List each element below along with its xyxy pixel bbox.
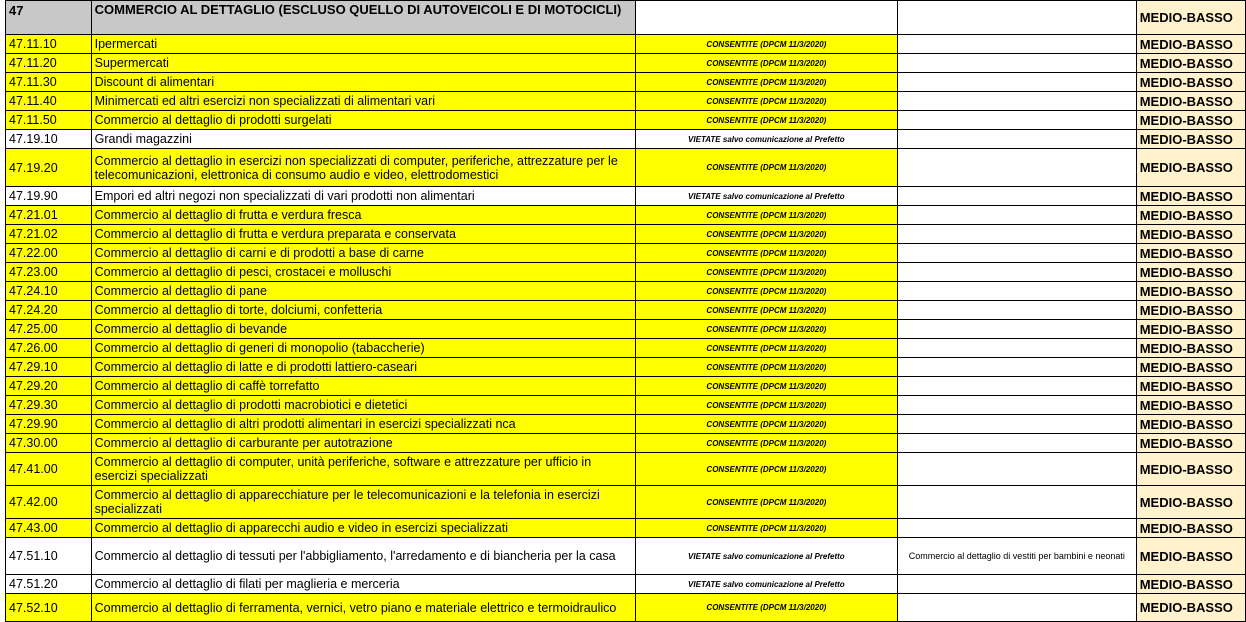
risk-level: MEDIO-BASSO (1136, 434, 1245, 453)
activity-code: 47.30.00 (6, 434, 92, 453)
activity-notes (897, 575, 1136, 594)
table-row (6, 594, 1246, 622)
activity-notes (897, 594, 1136, 622)
table-row (6, 130, 1246, 149)
table-row (6, 54, 1246, 73)
risk-level: MEDIO-BASSO (1136, 519, 1245, 538)
activity-code: 47.21.02 (6, 225, 92, 244)
activity-description: Commercio al dettaglio di filati per maglieria e merceria (91, 575, 635, 594)
activity-status: CONSENTITE (DPCM 11/3/2020) (635, 225, 897, 244)
risk-level: MEDIO-BASSO (1136, 282, 1245, 301)
table-row (6, 244, 1246, 263)
table-row (6, 453, 1246, 486)
activity-code: 47.41.00 (6, 453, 92, 486)
activity-code: 47.43.00 (6, 519, 92, 538)
activity-notes (897, 73, 1136, 92)
table-row (6, 538, 1246, 575)
table-row (6, 92, 1246, 111)
activity-status: CONSENTITE (DPCM 11/3/2020) (635, 377, 897, 396)
activity-code: 47.42.00 (6, 486, 92, 519)
activity-status: CONSENTITE (DPCM 11/3/2020) (635, 486, 897, 519)
table-row (6, 486, 1246, 519)
header-row (6, 1, 1246, 35)
activity-description: Commercio al dettaglio di apparecchiature per le telecomunicazioni e la telefonia in esercizi specializzati (91, 486, 635, 519)
activity-code: 47.24.20 (6, 301, 92, 320)
risk-level: MEDIO-BASSO (1136, 339, 1245, 358)
risk-level: MEDIO-BASSO (1136, 594, 1245, 622)
table-row (6, 415, 1246, 434)
header-notes-cell (897, 1, 1136, 35)
activity-notes (897, 149, 1136, 187)
activity-description: Commercio al dettaglio di caffè torrefatto (91, 377, 635, 396)
table-row (6, 206, 1246, 225)
activity-notes (897, 111, 1136, 130)
activity-notes (897, 54, 1136, 73)
risk-level: MEDIO-BASSO (1136, 263, 1245, 282)
risk-level: MEDIO-BASSO (1136, 453, 1245, 486)
risk-level: MEDIO-BASSO (1136, 320, 1245, 339)
activity-code: 47.11.40 (6, 92, 92, 111)
risk-level: MEDIO-BASSO (1136, 35, 1245, 54)
activity-code: 47.22.00 (6, 244, 92, 263)
activity-description: Commercio al dettaglio di pesci, crostacei e molluschi (91, 263, 635, 282)
activity-code: 47.51.20 (6, 575, 92, 594)
activity-description: Commercio al dettaglio di carni e di prodotti a base di carne (91, 244, 635, 263)
risk-level: MEDIO-BASSO (1136, 377, 1245, 396)
activity-description: Commercio al dettaglio di latte e di prodotti lattiero-caseari (91, 358, 635, 377)
activity-code: 47.52.10 (6, 594, 92, 622)
table-row (6, 519, 1246, 538)
activity-code: 47.23.00 (6, 263, 92, 282)
activity-description: Ipermercati (91, 35, 635, 54)
header-status-cell (635, 1, 897, 35)
activity-status: CONSENTITE (DPCM 11/3/2020) (635, 54, 897, 73)
activity-status: CONSENTITE (DPCM 11/3/2020) (635, 434, 897, 453)
activity-notes (897, 339, 1136, 358)
activity-status: CONSENTITE (DPCM 11/3/2020) (635, 244, 897, 263)
header-risk: MEDIO-BASSO (1136, 1, 1245, 35)
table-body (6, 1, 1246, 622)
activity-status: CONSENTITE (DPCM 11/3/2020) (635, 149, 897, 187)
activity-status: CONSENTITE (DPCM 11/3/2020) (635, 206, 897, 225)
activity-status: VIETATE salvo comunicazione al Prefetto (635, 187, 897, 206)
table-row (6, 225, 1246, 244)
header-description: COMMERCIO AL DETTAGLIO (ESCLUSO QUELLO DI AUTOVEICOLI E DI MOTOCICLI) (91, 1, 635, 35)
table-row (6, 396, 1246, 415)
activity-notes (897, 320, 1136, 339)
table-row (6, 187, 1246, 206)
activity-notes (897, 263, 1136, 282)
activity-status: CONSENTITE (DPCM 11/3/2020) (635, 92, 897, 111)
table-row (6, 575, 1246, 594)
activity-description: Minimercati ed altri esercizi non specializzati di alimentari vari (91, 92, 635, 111)
activity-notes (897, 206, 1136, 225)
activity-description: Discount di alimentari (91, 73, 635, 92)
activity-code: 47.19.10 (6, 130, 92, 149)
activity-description: Commercio al dettaglio di altri prodotti alimentari in esercizi specializzati nca (91, 415, 635, 434)
activity-notes (897, 415, 1136, 434)
activity-description: Commercio al dettaglio di apparecchi audio e video in esercizi specializzati (91, 519, 635, 538)
activity-code: 47.26.00 (6, 339, 92, 358)
table-row (6, 339, 1246, 358)
activity-description: Commercio al dettaglio di bevande (91, 320, 635, 339)
risk-level: MEDIO-BASSO (1136, 54, 1245, 73)
risk-level: MEDIO-BASSO (1136, 301, 1245, 320)
activity-notes (897, 301, 1136, 320)
activity-description: Commercio al dettaglio di tessuti per l'abbigliamento, l'arredamento e di biancheria per la casa (91, 538, 635, 575)
activity-notes (897, 358, 1136, 377)
activity-code: 47.19.90 (6, 187, 92, 206)
activity-code: 47.29.30 (6, 396, 92, 415)
activity-status: CONSENTITE (DPCM 11/3/2020) (635, 339, 897, 358)
risk-level: MEDIO-BASSO (1136, 130, 1245, 149)
activity-notes (897, 92, 1136, 111)
activity-code: 47.29.20 (6, 377, 92, 396)
activity-status: CONSENTITE (DPCM 11/3/2020) (635, 358, 897, 377)
table-row (6, 263, 1246, 282)
activity-notes (897, 35, 1136, 54)
table-row (6, 35, 1246, 54)
activity-code: 47.19.20 (6, 149, 92, 187)
activity-notes (897, 130, 1136, 149)
activity-description: Commercio al dettaglio di ferramenta, vernici, vetro piano e materiale elettrico e termoidraulico (91, 594, 635, 622)
risk-level: MEDIO-BASSO (1136, 486, 1245, 519)
risk-level: MEDIO-BASSO (1136, 149, 1245, 187)
activity-description: Commercio al dettaglio di carburante per autotrazione (91, 434, 635, 453)
risk-level: MEDIO-BASSO (1136, 73, 1245, 92)
activity-description: Empori ed altri negozi non specializzati di vari prodotti non alimentari (91, 187, 635, 206)
activity-code: 47.51.10 (6, 538, 92, 575)
activity-description: Commercio al dettaglio in esercizi non specializzati di computer, periferiche, attrezzature per le telecomunicazioni, elettronica di consumo audio e video, elettrodomestici (91, 149, 635, 187)
table-row (6, 377, 1246, 396)
activity-code: 47.25.00 (6, 320, 92, 339)
table-row (6, 73, 1246, 92)
activity-status: CONSENTITE (DPCM 11/3/2020) (635, 415, 897, 434)
risk-level: MEDIO-BASSO (1136, 187, 1245, 206)
activity-notes (897, 225, 1136, 244)
activity-notes (897, 377, 1136, 396)
table-row (6, 434, 1246, 453)
risk-level: MEDIO-BASSO (1136, 92, 1245, 111)
table-row (6, 301, 1246, 320)
activity-status: VIETATE salvo comunicazione al Prefetto (635, 538, 897, 575)
table-row (6, 111, 1246, 130)
activity-status: CONSENTITE (DPCM 11/3/2020) (635, 320, 897, 339)
activity-description: Commercio al dettaglio di generi di monopolio (tabaccherie) (91, 339, 635, 358)
header-code: 47 (6, 1, 92, 35)
activity-description: Commercio al dettaglio di computer, unità periferiche, software e attrezzature per ufficio in esercizi specializzati (91, 453, 635, 486)
activity-status: CONSENTITE (DPCM 11/3/2020) (635, 35, 897, 54)
activity-status: VIETATE salvo comunicazione al Prefetto (635, 130, 897, 149)
activity-description: Commercio al dettaglio di pane (91, 282, 635, 301)
activity-status: CONSENTITE (DPCM 11/3/2020) (635, 519, 897, 538)
activity-notes: Commercio al dettaglio di vestiti per bambini e neonati (897, 538, 1136, 575)
risk-level: MEDIO-BASSO (1136, 111, 1245, 130)
activity-status: CONSENTITE (DPCM 11/3/2020) (635, 282, 897, 301)
activity-description: Grandi magazzini (91, 130, 635, 149)
activity-description: Commercio al dettaglio di frutta e verdura preparata e conservata (91, 225, 635, 244)
activity-status: CONSENTITE (DPCM 11/3/2020) (635, 594, 897, 622)
activity-description: Commercio al dettaglio di prodotti macrobiotici e dietetici (91, 396, 635, 415)
activity-code: 47.21.01 (6, 206, 92, 225)
activity-notes (897, 434, 1136, 453)
activity-status: VIETATE salvo comunicazione al Prefetto (635, 575, 897, 594)
table-row (6, 320, 1246, 339)
risk-level: MEDIO-BASSO (1136, 538, 1245, 575)
activity-code: 47.11.20 (6, 54, 92, 73)
activity-status: CONSENTITE (DPCM 11/3/2020) (635, 301, 897, 320)
activity-status: CONSENTITE (DPCM 11/3/2020) (635, 73, 897, 92)
activity-status: CONSENTITE (DPCM 11/3/2020) (635, 396, 897, 415)
activity-status: CONSENTITE (DPCM 11/3/2020) (635, 263, 897, 282)
activity-description: Supermercati (91, 54, 635, 73)
table-row (6, 358, 1246, 377)
activity-code: 47.11.30 (6, 73, 92, 92)
activity-description: Commercio al dettaglio di prodotti surgelati (91, 111, 635, 130)
activity-notes (897, 244, 1136, 263)
activity-notes (897, 486, 1136, 519)
activity-status: CONSENTITE (DPCM 11/3/2020) (635, 453, 897, 486)
activity-notes (897, 282, 1136, 301)
risk-level: MEDIO-BASSO (1136, 575, 1245, 594)
activity-notes (897, 453, 1136, 486)
activity-notes (897, 519, 1136, 538)
risk-level: MEDIO-BASSO (1136, 396, 1245, 415)
activity-code: 47.29.10 (6, 358, 92, 377)
activity-table (5, 0, 1246, 622)
activity-description: Commercio al dettaglio di torte, dolciumi, confetteria (91, 301, 635, 320)
risk-level: MEDIO-BASSO (1136, 206, 1245, 225)
activity-notes (897, 187, 1136, 206)
table-row (6, 282, 1246, 301)
risk-level: MEDIO-BASSO (1136, 415, 1245, 434)
activity-status: CONSENTITE (DPCM 11/3/2020) (635, 111, 897, 130)
table-row (6, 149, 1246, 187)
activity-description: Commercio al dettaglio di frutta e verdura fresca (91, 206, 635, 225)
activity-code: 47.11.10 (6, 35, 92, 54)
risk-level: MEDIO-BASSO (1136, 358, 1245, 377)
activity-code: 47.29.90 (6, 415, 92, 434)
activity-code: 47.11.50 (6, 111, 92, 130)
activity-code: 47.24.10 (6, 282, 92, 301)
risk-level: MEDIO-BASSO (1136, 225, 1245, 244)
activity-notes (897, 396, 1136, 415)
risk-level: MEDIO-BASSO (1136, 244, 1245, 263)
